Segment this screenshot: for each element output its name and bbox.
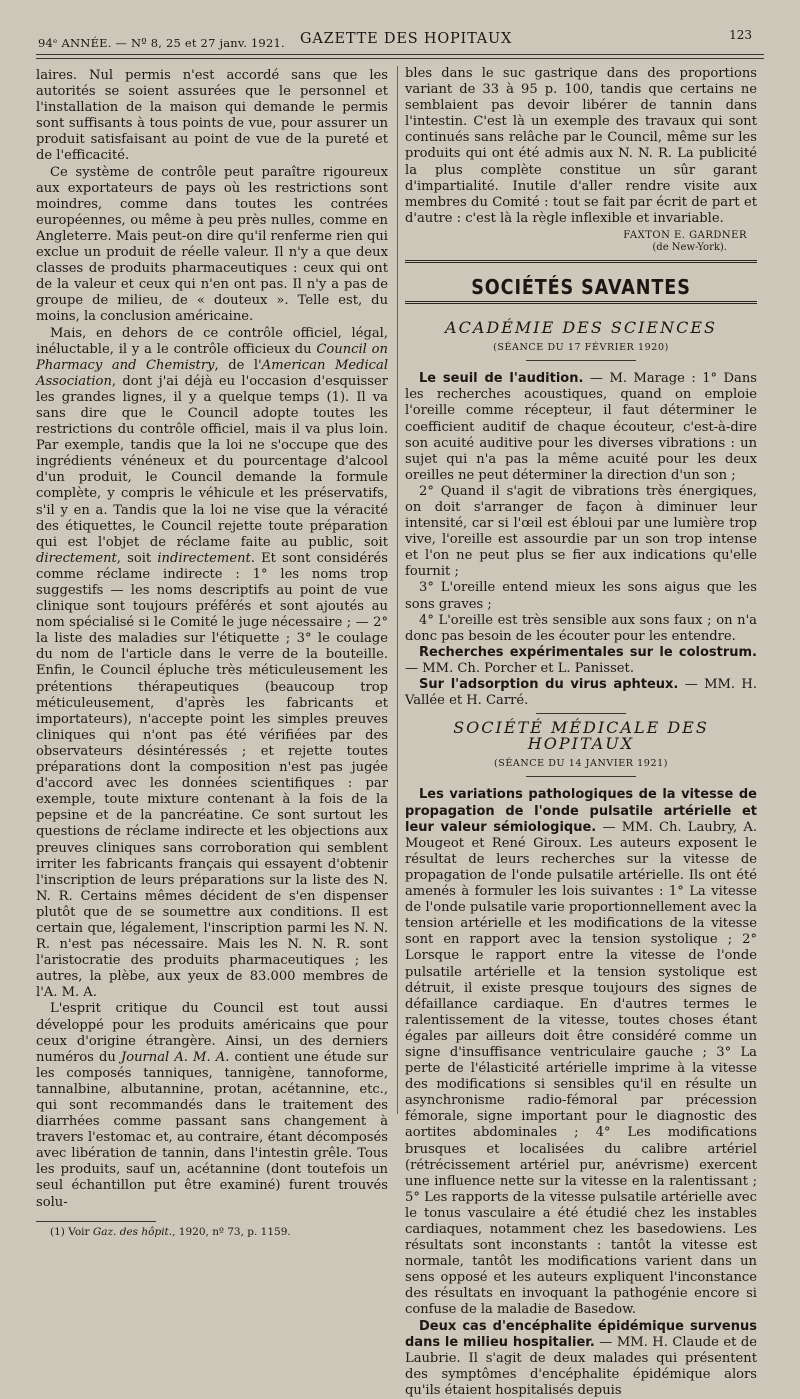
text-run: 1° Dans les recherches acoustiques, quand on emploie l'oreille comme récepteur, il faut déterminer le coefficient auditif de chaque écouteur, c'est-à-dire son acuité auditive pour les diverses vibrations : un sujet qui n'a pas la même acuité pour les deux oreilles ne peut déterminer la direction d'un son ;	[405, 371, 758, 483]
text-run: Les auteurs exposent le résultat de leurs recherches sur la vitesse de propagation de l'onde pulsatile artérielle. Ils ont été amenés à formuler les lois suivantes : 1° La vitesse de l'onde pulsatile varie proportionnellement avec la tension artérielle et les modifications de la vitesse sont en rapport avec la tension systolique ; 2° Lorsque le rapport entre la vitesse de l'onde pulsatile artérielle et la tension systolique est détruit, il existe presque toujours des signes de défaillance cardiaque. En d'autres termes le ralentissement de la vitesse, toutes choses étant égales par ailleurs doit être considéré comme un signe d'insuffisance ventriculaire gauche ; 3° La perte de l'élasticité artérielle imprime à la vitesse des modifications si sensibles qu'il en résulte un asynchronisme radio-fémoral par précession fémorale, signe important pour le diagnostic des aortites abdominales ; 4° Les modifications brusques et localisées du calibre artériel (rétrécissement artériel pur, anévrisme) exercent une influence nette sur la vitesse en la ralentissant ; 5° Les rapports de la vitesse pulsatile artérielle avec le tonus vasculaire a été étudié chez les instables cardiaques, notamment chez les basedowiens. Les résultats sont inconstants : tantôt la vitesse est normale, tantôt les modifications varient dans un sens opposé et les auteurs expliquent l'inconstance des résultats en invoquant la pathogénie encore si confuse de la maladie de Basedow.	[405, 835, 757, 1318]
author-origin: (de New-York).	[652, 241, 727, 253]
report-title: Recherches expérimentales sur le colostrum.	[419, 644, 757, 660]
header-rule-2	[36, 58, 764, 59]
society-title: SOCIÉTÉ MÉDICALE DES HOPITAUX	[453, 718, 709, 754]
text-run: Il s'agit de deux malades qui présentent des symptômes d'encéphalite épidémique alors qu'ils étaient hospitalisés depuis	[405, 1350, 757, 1398]
report-authors: — MM. H. Vallée et H. Carré.	[405, 677, 757, 709]
text-run: Mais, en dehors de ce contrôle officiel, légal, inéluctable, il y a le contrôle officieux du	[36, 325, 388, 357]
paragraph	[36, 326, 388, 1002]
society-title: ACADÉMIE DES SCIENCES	[445, 318, 717, 338]
paragraph: 3° L'oreille entend mieux les sons aigus que les sons graves ;	[405, 580, 757, 612]
section-rule	[405, 301, 757, 304]
text-run: , soit	[116, 550, 158, 566]
section-separator	[536, 713, 626, 714]
header-rule	[36, 54, 764, 55]
italic-run: indirectement	[157, 550, 251, 566]
report-authors: — MM. Ch. Laubry, A. Mougeot et René Giroux.	[405, 819, 757, 851]
text-run: , de l'	[214, 357, 262, 373]
page-number: 123	[729, 28, 752, 42]
report-title: Sur l'adsorption du virus aphteux.	[419, 677, 679, 692]
journal-title: GAZETTE DES HOPITAUX	[300, 31, 513, 47]
report-item	[405, 677, 757, 709]
text-run: L'esprit critique du Council est tout aussi développé pour les produits américains que pour ceux d'origine étrangère. Ainsi, un des derniers numéros du	[36, 1001, 388, 1065]
paragraph: 2° Quand il s'agit de vibrations très énergiques, on doit s'arranger de façon à diminuer leur intensité, car si l'œil est ébloui par une lumière trop vive, l'oreille est assourdie par un son trop intense et l'on ne peut plus se fier aux indications qu'elle fournit ;	[405, 483, 757, 580]
text-run: (1) Voir	[50, 1225, 93, 1238]
italic-run: Gaz. des hôpit.	[92, 1225, 173, 1238]
text-run: contient une étude sur les composés tanniques, tannigène, tannoforme, tannalbine, albutannine, protan, acétannine, etc., qui sont recommandés dans le traitement des diarrhées comme passant sans changement à travers l'estomac et, au contraire, étant décomposés avec libération de tannin, dans l'intestin grêle. Tous les produits, sauf un, acétannine (dont toutefois un seul échantillon put être examiné) furent trouvés solu-	[36, 1049, 388, 1210]
report-title: Deux cas d'encéphalite épidémique survenus dans le milieu hospitalier.	[405, 1318, 757, 1350]
paragraph: Ce système de contrôle peut paraître rigoureux aux exportateurs de pays où les restrictions sont moindres, comme dans toutes les contrées européennes, ou même à peu près nulles, comme en Angleterre. Mais peut-on dire qu'il renferme rien qui exclue un produit de réelle valeur. Il n'y a que deux classes de produits pharmaceutiques : ceux qui ont de la valeur et ceux qui n'en ont pas. Il n'y a pas de groupe de milieu, de « douteux ». Telle est, du moins, la conclusion américaine.	[36, 164, 388, 325]
paragraph: bles dans le suc gastrique dans des proportions variant de 33 à 95 p. 100, tandis que certains ne semblaient pas devoir libérer de tannin dans l'intestin. C'est là un exemple des travaux qui sont continués sans relâche par le Council, même sur les produits qui ont été admis aux N. N. R. La publicité la plus complète constitue un sûr garant d'impartialité. Inutile d'aller rendre visite aux membres du Comité : tout se fait par écrit de part et d'autre : c'est là la règle inflexible et invariable.	[405, 66, 757, 226]
report-item	[405, 645, 757, 677]
author-signature: FAXTON E. GARDNER	[623, 229, 747, 241]
text-run: , 1920, nº 73, p. 1159.	[172, 1225, 291, 1238]
paragraph: 4° L'oreille est très sensible aux sons faux ; on n'a donc pas besoin de les écouter pour les entendre.	[405, 612, 757, 644]
paragraph: laires. Nul permis n'est accordé sans que les autorités se soient assurées que le personnel et l'installation de la maison qui demande le permis sont suffisants à tous points de vue, pour assurer un produit satisfaisant au point de vue de la pureté et de l'efficacité.	[36, 68, 388, 164]
italic-run: Journal A. M. A.	[120, 1049, 230, 1065]
section-rule	[405, 260, 757, 263]
left-column	[36, 68, 388, 1239]
report-authors: — MM. H. Claude et de Laubrie.	[405, 1334, 758, 1366]
report-authors: — M. Marage :	[583, 371, 703, 387]
page-header	[38, 28, 760, 48]
report-item	[405, 1319, 757, 1399]
paragraph	[36, 1001, 388, 1210]
italic-run: Council on Pharmacy and Chemistry	[36, 341, 388, 373]
text-run: , dont j'ai déjà eu l'occasion d'esquisser les grandes lignes, il y a quelque temps (1). Il va sans dire que le Council adopte toutes les restrictions du contrôle officiel, mais il va plus loin. Par exemple, tandis que la loi ne s'occupe que des ingrédients vénéneux et du pourcentage d'alcool d'un produit, le Council demande la formule complète, y compris le véhicule et les préservatifs, s'il y en a. Tandis que la loi ne vise que la véracité des étiquettes, le Council rejette toute préparation qui est l'objet de réclame faite au public, soit	[36, 373, 388, 550]
session-date: (SÉANCE DU 14 JANVIER 1921)	[493, 758, 669, 770]
report-authors: — MM. Ch. Porcher et L. Panisset.	[405, 660, 634, 676]
session-rule	[526, 360, 636, 361]
italic-run: American Medical Association	[36, 357, 389, 389]
text-run: . Et sont considérés comme réclame indirecte : 1° les noms trop suggestifs — les noms descriptifs au point de vue clinique sont toujours préférés et sont ajoutés au nom spécialisé si le Comité le juge nécessaire ; — 2° la liste des maladies sur l'étiquette ; 3° le coulage du nom de l'article dans le verre de la bouteille. Enfin, le Council épluche très méticuleusement les prétentions thérapeutiques (beaucoup trop méticuleusement, d'après les fabricants et importateurs), n'accepte point les simples preuves cliniques qui n'ont pas été vérifiées par des observateurs désintéressés ; et rejette toutes préparations dont la composition n'est pas jugée d'accord avec les données scientifiques : par exemple, toute mixture contenant à la fois de la pepsine et de la pancréatine. Ce sont surtout les questions de réclame indirecte et les objections aux preuves cliniques sans corroboration qui semblent irriter les fabricants français qui essayent d'obtenir l'inscription de leurs préparations sur la liste des N. N. R. Certains mêmes décident de s'en dispenser plutôt que de se soumettre aux conditions. Il est certain que, légalement, l'inscription parmi les N. N. R. n'est pas nécessaire. Mais les N. N. R. sont l'aristocratie des produits pharmaceutiques ; les autres, la plèbe, aux yeux de 83.000 membres de l'A. M. A.	[36, 550, 388, 1001]
report-item	[405, 787, 757, 1318]
session-date: (SÉANCE DU 17 FÉVRIER 1920)	[493, 342, 669, 354]
section-title: SOCIÉTÉS SAVANTES	[471, 274, 691, 299]
report-item	[405, 371, 757, 484]
footnote	[36, 1226, 388, 1239]
report-title: Les variations pathologiques de la vitesse de propagation de l'onde pulsatile artérielle et leur valeur sémiologique.	[405, 787, 757, 835]
column-divider	[397, 66, 398, 1114]
issue-info: 94ᵉ ANNÉE. — Nº 8, 25 et 27 janv. 1921.	[38, 36, 285, 50]
session-rule	[526, 776, 636, 777]
footnote-rule	[36, 1221, 156, 1222]
report-title: Le seuil de l'audition.	[419, 371, 584, 387]
italic-run: directement	[36, 550, 117, 566]
right-column	[405, 66, 757, 1399]
